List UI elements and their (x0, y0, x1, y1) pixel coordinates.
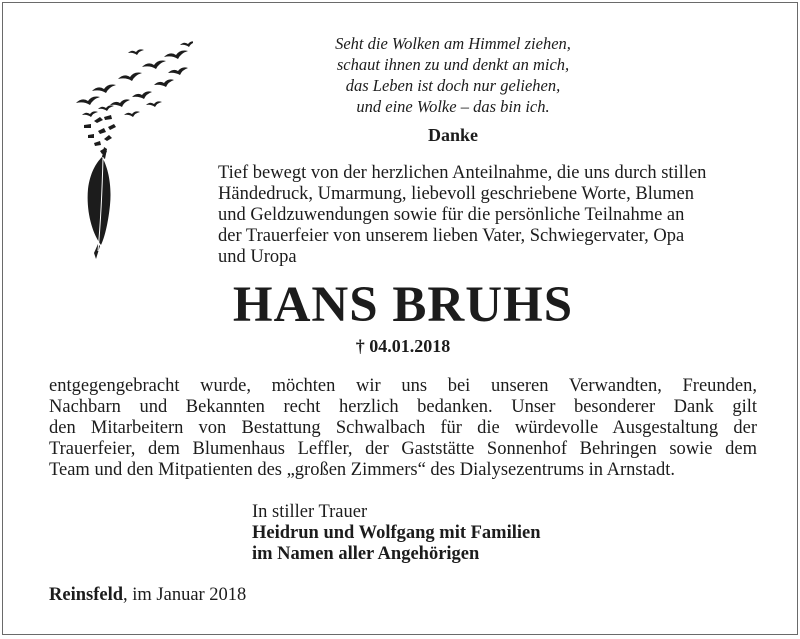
obituary-card (2, 2, 798, 635)
signature-block (252, 502, 541, 565)
intro-paragraph (218, 163, 763, 268)
body-line: Nachbarn und Bekannten recht herzlich bedanken. Unser besonderer Dank gilt (49, 397, 757, 417)
body-line: den Mitarbeitern von Bestattung Schwalbach für die würdevolle Ausgestaltung der (49, 418, 757, 438)
poem-line: Seht die Wolken am Himmel ziehen, (335, 34, 571, 53)
body-line: Trauerfeier, dem Blumenhaus Leffler, der Gaststätte Sonnenhof Behringen sowie dem (49, 439, 757, 459)
footer-date: , im Januar 2018 (123, 585, 247, 605)
intro-line: der Trauerfeier von unserem lieben Vater, Schwiegervater, Opa (218, 226, 685, 246)
signature-relatives: im Namen aller Angehörigen (252, 544, 480, 564)
body-line: entgegengebracht wurde, möchten wir uns bei unseren Verwandten, Freunden, (49, 376, 757, 396)
intro-line: Tief bewegt von der herzlichen Anteilnahme, die uns durch stillen (218, 163, 707, 183)
signature-intro: In stiller Trauer (252, 502, 368, 522)
death-date: † 04.01.2018 (355, 336, 451, 356)
poem-line: schaut ihnen zu und denkt an mich, (336, 55, 570, 74)
poem-line: das Leben ist doch nur geliehen, (345, 76, 561, 95)
place-name: Reinsfeld (49, 585, 123, 605)
feather-with-birds-icon (58, 39, 193, 261)
place-date-line (49, 585, 246, 606)
signature-names: Heidrun und Wolfgang mit Familien (252, 523, 541, 543)
heading: Danke (427, 125, 478, 145)
poem-line: und eine Wolke – das bin ich. (356, 97, 550, 116)
intro-line: Händedruck, Umarmung, liebevoll geschriebene Worte, Blumen (218, 184, 694, 204)
body-line: Team und den Mitpatienten des „großen Zimmers“ des Dialysezentrums in Arnstadt. (49, 460, 676, 480)
poem (303, 33, 603, 117)
intro-line: und Uropa (218, 247, 297, 267)
body-paragraph (49, 376, 757, 481)
intro-line: und Geldzuwendungen sowie für die persönliche Teilnahme an (218, 205, 685, 225)
deceased-name: HANS BRUHS (232, 277, 574, 333)
